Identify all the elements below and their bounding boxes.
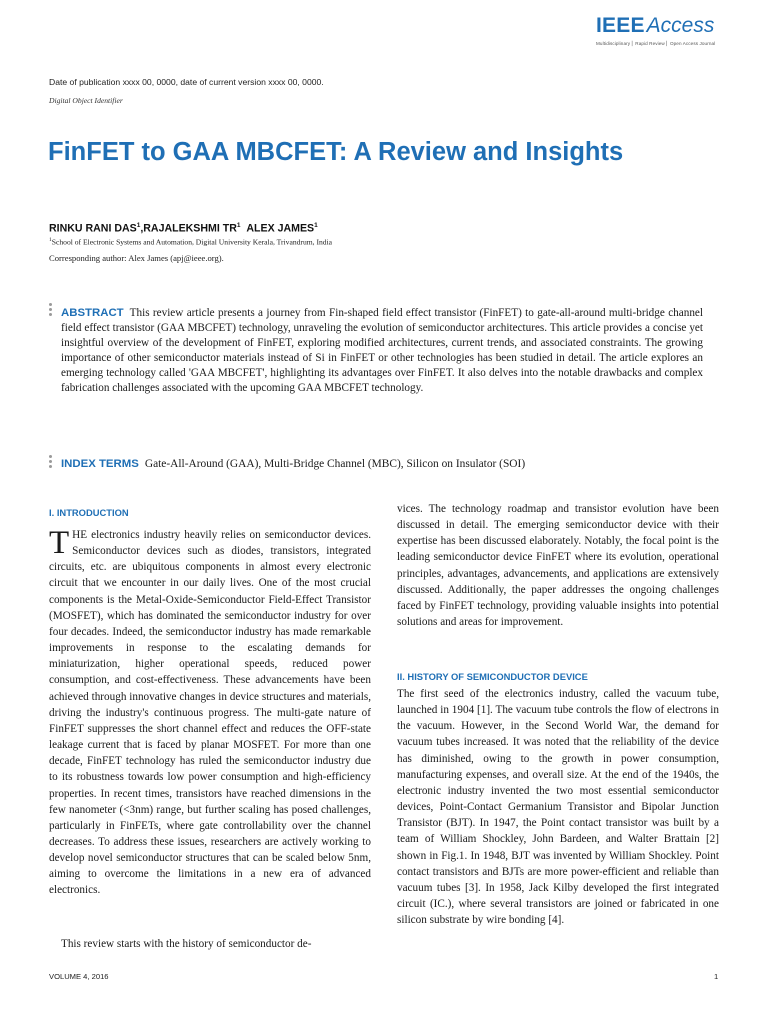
author-affil-mark: 1	[314, 222, 318, 229]
paper-title: FinFET to GAA MBCFET: A Review and Insights	[48, 138, 624, 166]
index-terms-label: INDEX TERMS	[61, 458, 139, 470]
abstract-block	[61, 306, 703, 397]
publication-date: Date of publication xxxx 00, 0000, date of current version xxxx 00, 0000.	[49, 77, 324, 87]
abstract-label: ABSTRACT	[61, 307, 124, 319]
intro-text: HE electronics industry heavily relies on semiconductor devices. Semiconductor devices such as diodes, transistors, integrated circuits, etc. are ubiquitous components in almost every electronic circuit that we encounter in our daily lives. One of the most crucial components is the Metal-Oxide-Semiconductor Field-Effect Transistor (MOSFET), which has dominated the semiconductor industry for over four decades. Indeed, the semiconductor industry has made remarkable improvements in response to the escalating demands for miniaturization, higher operational speeds, reduced power consumption, and cost-effectiveness. These advancements have been achieved through innovative changes in device structures and materials, driving the industry's continuous progress. The multi-gate nature of FinFET suppresses the short channel effect and reduces the OFF-state leakage current that is faced by planar MOSFET. For more than one decade, FinFET technology has ruled the semiconductor industry due to its robustness towards low power consumption and high-efficiency properties. In recent times, transistors have reached dimensions in the few nanometer (<3nm) range, but further scaling has posed challenges, particularly in FinFETs, where gate controllability over the channel decreases. To address these issues, researchers are actively working to develop novel semiconductor structures that can be scaled below 5nm, aiming to overcome the limitations in a new era of advanced electronics.	[49, 529, 371, 897]
intro-paragraph	[49, 527, 371, 899]
logo-tagline: Multidisciplinary ⎢ Rapid Review ⎢ Open Access Journal	[596, 41, 716, 46]
author-list: RINKU RANI DAS$^1$,RAJALEKSHMI $TR^1$ ALEX JAMES$^1$	[49, 222, 318, 235]
author-name: RINKU RANI DAS	[49, 222, 137, 235]
abstract-dots-icon	[49, 303, 53, 319]
history-text: The first seed of the electronics industry, called the vacuum tube, launched in 1904 [1]. The vacuum tube controls the flow of electrons in the vacuum. However, in the Second World War, the demand for vacuum tubes increased. It was noted that the reliability of the device has diminished, owing to the growth in power consumption, manufacturing expenses, and overall size. At the end of the 1940s, the electronic industry invented the two most essential semiconductor devices, Point-Contact Germanium Transistor and Bipolar Junction Transistor (BJT). In 1947, the Point contact transistor was built by a team of William Shockley, John Bardeen, and Walter Brattain [2] shown in Fig.1. In 1948, BJT was invented by William Shockley. Point contact transistors and BJTs are more power-efficient and reliable than vacuum tubes [3]. In 1958, Jack Kilby developed the first integrated circuit (IC.), where several transistors are joined or fabricated in one silicon substrate by wire bonding [4].	[397, 688, 719, 927]
logo-access-text: Access	[646, 14, 715, 37]
section-heading-introduction: I. INTRODUCTION	[49, 507, 129, 518]
section-heading-history: II. HISTORY OF SEMICONDUCTOR DEVICE	[397, 671, 588, 682]
journal-logo	[596, 14, 716, 54]
affiliation-mark: 1	[49, 237, 52, 243]
index-terms-text: Gate-All-Around (GAA), Multi-Bridge Channel (MBC), Silicon on Insulator (SOI)	[144, 458, 526, 470]
index-terms	[61, 458, 525, 470]
footer-page-number: 1	[714, 972, 719, 981]
doi-label: Digital Object Identifier	[49, 96, 123, 105]
corresponding-author: Corresponding author: Alex James (apj@ieee.org).	[49, 253, 224, 263]
affiliation-text: School of Electronic Systems and Automation, Digital University Kerala, Trivandrum, India	[51, 237, 333, 247]
dropcap-letter: T	[49, 525, 70, 561]
logo-ieee-text: IEEE	[596, 14, 645, 37]
abstract-text: This review article presents a journey from Fin-shaped field effect transistor (FinFET) to gate-all-around multi-bridge channel field effect transistor (GAA MBCFET) technology, unraveling the evolution of semiconductor architectures. This article provides a concise yet insightful overview of the development of FinFET, exploring modified architectures, current trends, and associated constraints. The growing importance of other semiconductor materials instead of Si in FinFET or other technologies has been studied in detail. The article explores an emerging technology called 'GAA MBCFET', highlighting its advantages over FinFET. It also delves into the notable drawbacks and complex fabrication challenges associated with the upcoming GAA MBCFET technology.	[61, 307, 703, 395]
footer-volume: VOLUME 4, 2016	[49, 972, 109, 981]
intro-text-2-cont: vices. The technology roadmap and transistor evolution have been discussed in detail. The emerging semiconductor device with their expertise has been discussed elaborately. Notably, the focal point is the leading semiconductor device FinFET where its evolution, operational principles, advantages, advancements, and applications are extensively discussed. Additionally, the paper addresses the ongoing challenges faced by FinFET technology, providing valuable insights into potential solutions and areas for improvement.	[397, 503, 719, 629]
history-paragraph	[397, 686, 719, 928]
author-name: ALEX JAMES	[246, 222, 315, 235]
affiliation	[49, 237, 332, 247]
index-terms-dots-icon	[49, 455, 53, 471]
author-affil-mark: 1	[236, 222, 241, 229]
intro-paragraph-2-continued	[397, 501, 719, 630]
author-affil-mark: 1	[136, 222, 141, 229]
intro-paragraph-2-start	[49, 936, 371, 952]
author-name: RAJALEKSHMI TR	[143, 222, 237, 235]
intro-text-2: This review starts with the history of semiconductor de-	[61, 938, 312, 950]
